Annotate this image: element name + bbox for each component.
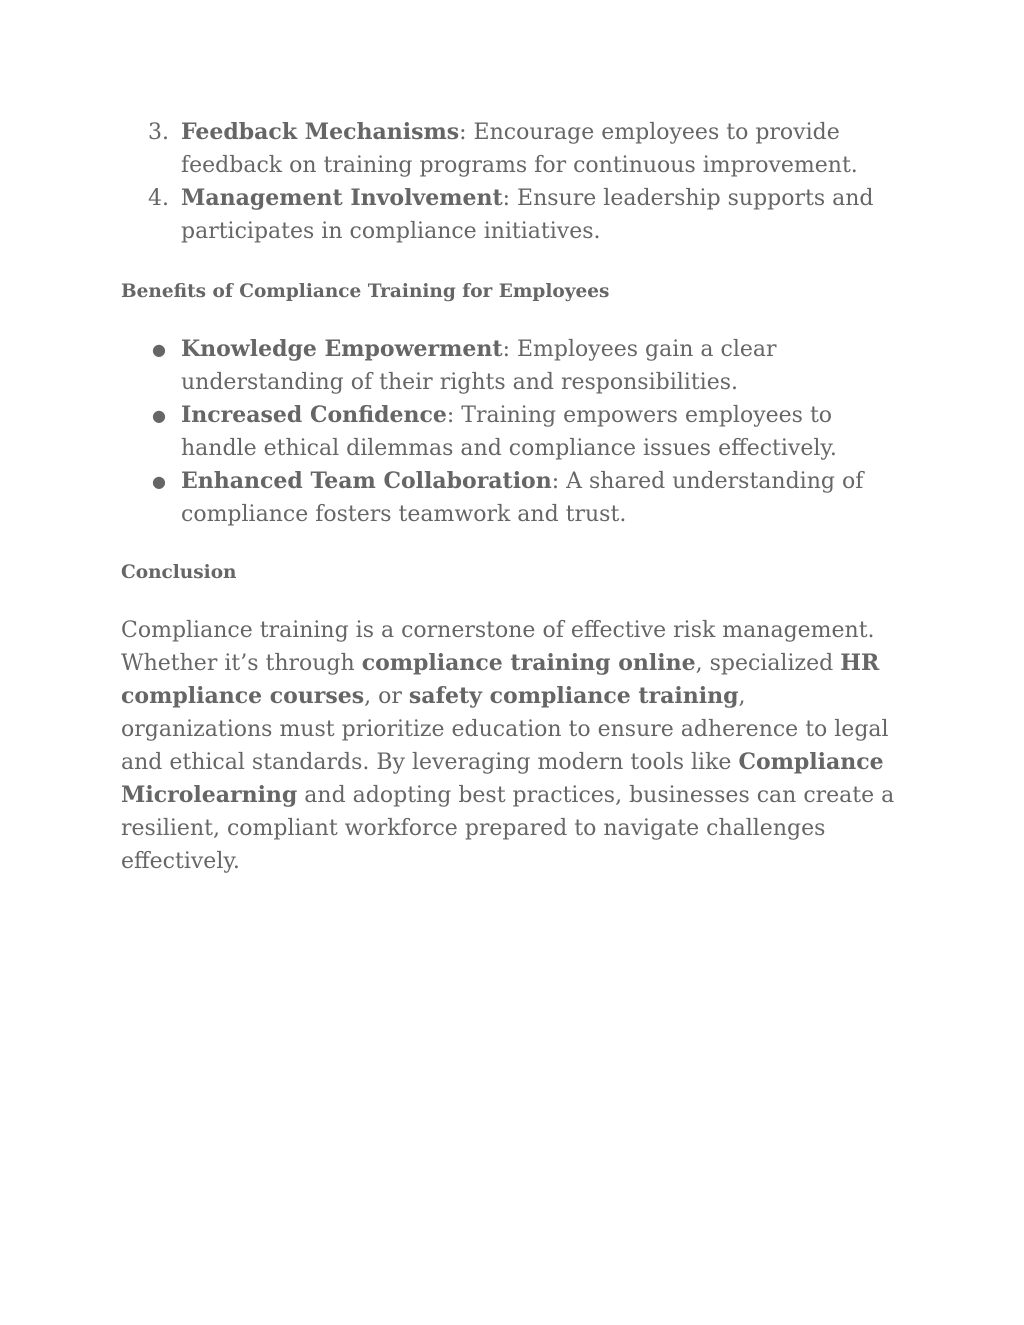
list-item-term: Knowledge Empowerment <box>181 336 503 362</box>
paragraph-text: , organizations must prioritize education to ensure adherence to legal and ethical standards. By leveraging modern tools like <box>121 684 889 775</box>
document-page <box>121 116 901 878</box>
list-item-term: Management Involvement <box>181 185 503 211</box>
numbered-list <box>121 116 901 248</box>
paragraph-text: Compliance training is a cornerstone of effective risk management. Whether it’s through <box>121 618 875 676</box>
keyword-compliance-training-online: compliance training online <box>361 650 696 676</box>
list-number: 3. <box>148 120 169 145</box>
list-item <box>121 465 901 531</box>
list-item-text: : Encourage employees to provide feedback on training programs for continuous improvement. <box>181 120 858 178</box>
list-item <box>121 182 901 248</box>
bullet-icon: ● <box>152 406 166 425</box>
list-item-term: Increased Confidence <box>181 402 447 428</box>
list-item-text: : Training empowers employees to handle ethical dilemmas and compliance issues effectively. <box>181 403 837 461</box>
bullet-icon: ● <box>152 340 166 359</box>
list-item <box>121 116 901 182</box>
keyword-safety-compliance-training: safety compliance training <box>408 683 739 709</box>
list-item-term: Enhanced Team Collaboration <box>181 468 552 494</box>
bullet-icon: ● <box>152 472 166 491</box>
list-item-text: : Ensure leadership supports and participates in compliance initiatives. <box>181 186 874 244</box>
list-item-term: Feedback Mechanisms <box>181 119 460 145</box>
list-item-text: : A shared understanding of compliance fosters teamwork and trust. <box>181 469 864 527</box>
paragraph-text: , specialized <box>695 651 841 676</box>
paragraph-text: and adopting best practices, businesses can create a resilient, compliant workforce prepared to navigate challenges effectively. <box>121 783 895 874</box>
section-heading-benefits: Benefits of Compliance Training for Employees <box>121 281 610 302</box>
paragraph-text: , or <box>364 684 409 709</box>
section-heading-conclusion: Conclusion <box>121 562 237 583</box>
list-item <box>121 333 901 399</box>
keyword-hr-compliance-courses: HR compliance courses <box>121 650 880 709</box>
keyword-compliance-microlearning: Compliance Microlearning <box>121 749 884 808</box>
conclusion-paragraph <box>121 614 901 878</box>
list-number: 4. <box>148 186 169 211</box>
bullet-list <box>121 333 901 531</box>
list-item-text: : Employees gain a clear understanding of their rights and responsibilities. <box>181 337 777 395</box>
list-item <box>121 399 901 465</box>
